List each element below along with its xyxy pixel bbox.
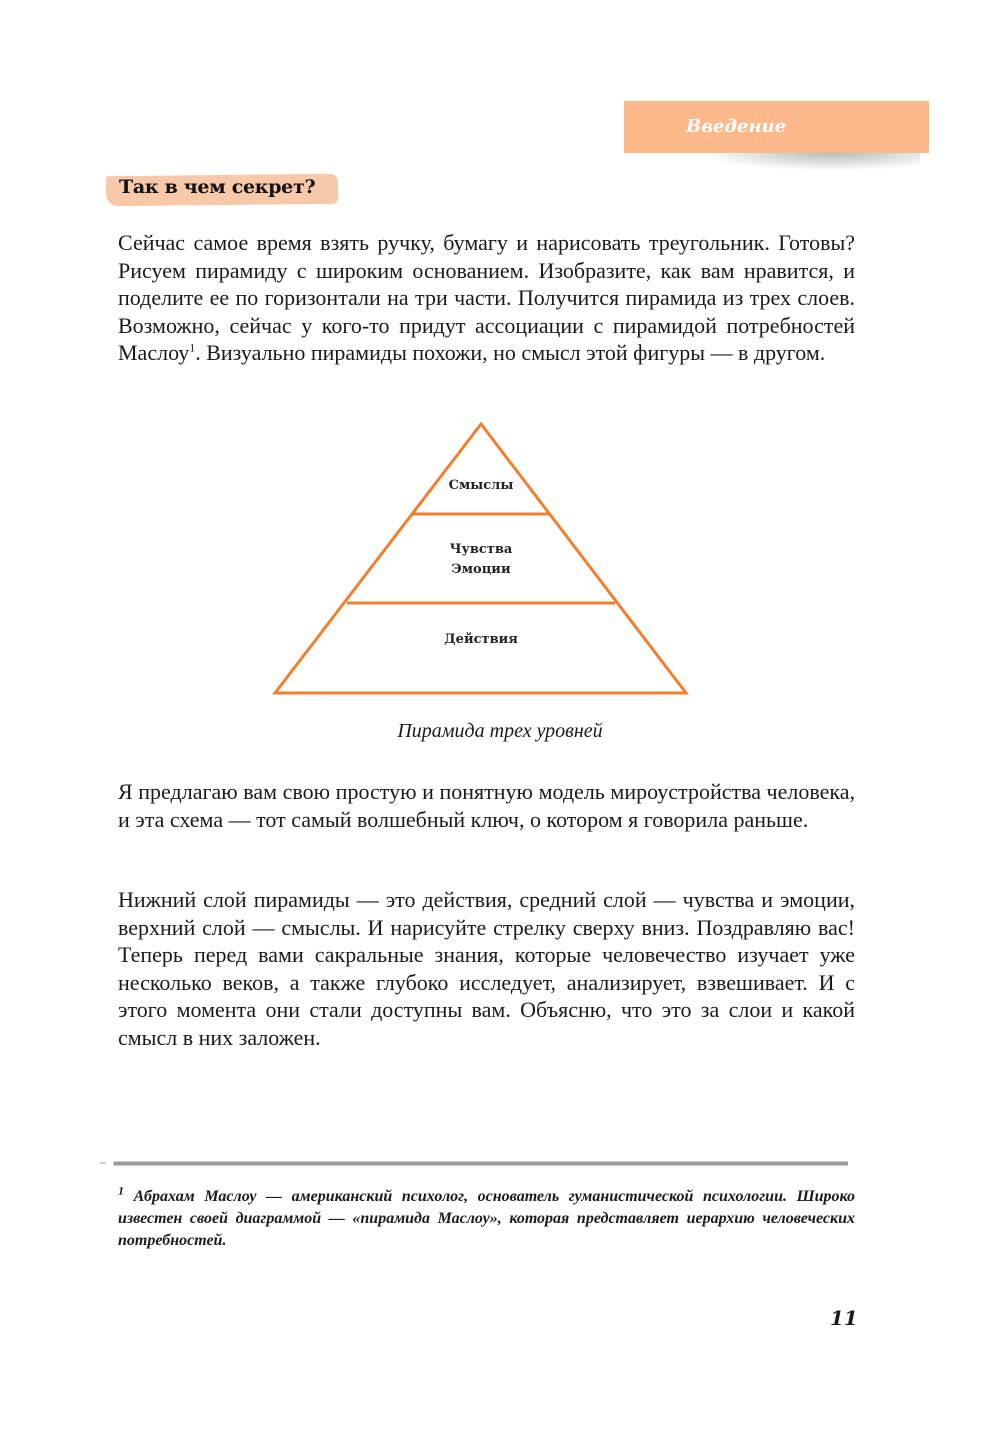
section-tab xyxy=(624,101,929,153)
pyramid-diagram xyxy=(272,420,690,698)
pyramid-level-actions: Действия xyxy=(444,632,518,647)
page-number: 11 xyxy=(830,1306,858,1330)
footnote-reference[interactable]: 1 xyxy=(189,341,196,356)
paragraph-layers: Нижний слой пирамиды — это действия, средний слой — чувства и эмоции, верхний слой — смыслы. И нарисуйте стрелку сверху вниз. Поздравляю вас! Теперь перед вами сакральные знания, которые человечество изучает уже несколько веков, а также глубоко исследует, анализирует, взвешивает. И с этого момента они стали доступны вам. Объясню, что это за слои и какой смысл в них заложен. xyxy=(118,887,855,1050)
section-tab-label: Введение xyxy=(686,116,787,137)
paragraph-model: Я предлагаю вам свою простую и понятную модель мироустройства человека, и эта схема — тот самый волшебный ключ, о котором я говорила раньше. xyxy=(118,779,855,832)
paragraph-intro xyxy=(118,229,855,367)
section-tab-shadow xyxy=(700,153,920,171)
footnote-text: Абрахам Маслоу — американский психолог, основатель гуманистической психологии. Широко известен своей диаграммой — «пирамида Маслоу», которая представляет иерархию человеческих потребностей. xyxy=(118,1188,855,1249)
pyramid-level-meanings: Смыслы xyxy=(448,478,514,493)
figure-caption: Пирамида трех уровней xyxy=(397,720,603,742)
paragraph-intro-tail: . Визуально пирамиды похожи, но смысл этой фигуры — в другом. xyxy=(195,340,826,366)
section-heading: Так в чем секрет? xyxy=(119,176,316,198)
footnote-marker: 1 xyxy=(118,1183,124,1198)
pyramid-level-feelings: Чувства Эмоции xyxy=(449,542,513,577)
footnote xyxy=(118,1183,855,1252)
paragraph-intro-main: Сейчас самое время взять ручку, бумагу и нарисовать треугольник. Готовы? Рисуем пирамиду с широким основанием. Изобразите, как вам нравится, и поделите ее по горизонтали на три части. Получится пирамида из трех слоев. Возможно, сейчас у кого-то придут ассоциации с пирамидой потребностей Маслоу xyxy=(118,230,855,366)
footnote-divider xyxy=(100,1160,848,1166)
